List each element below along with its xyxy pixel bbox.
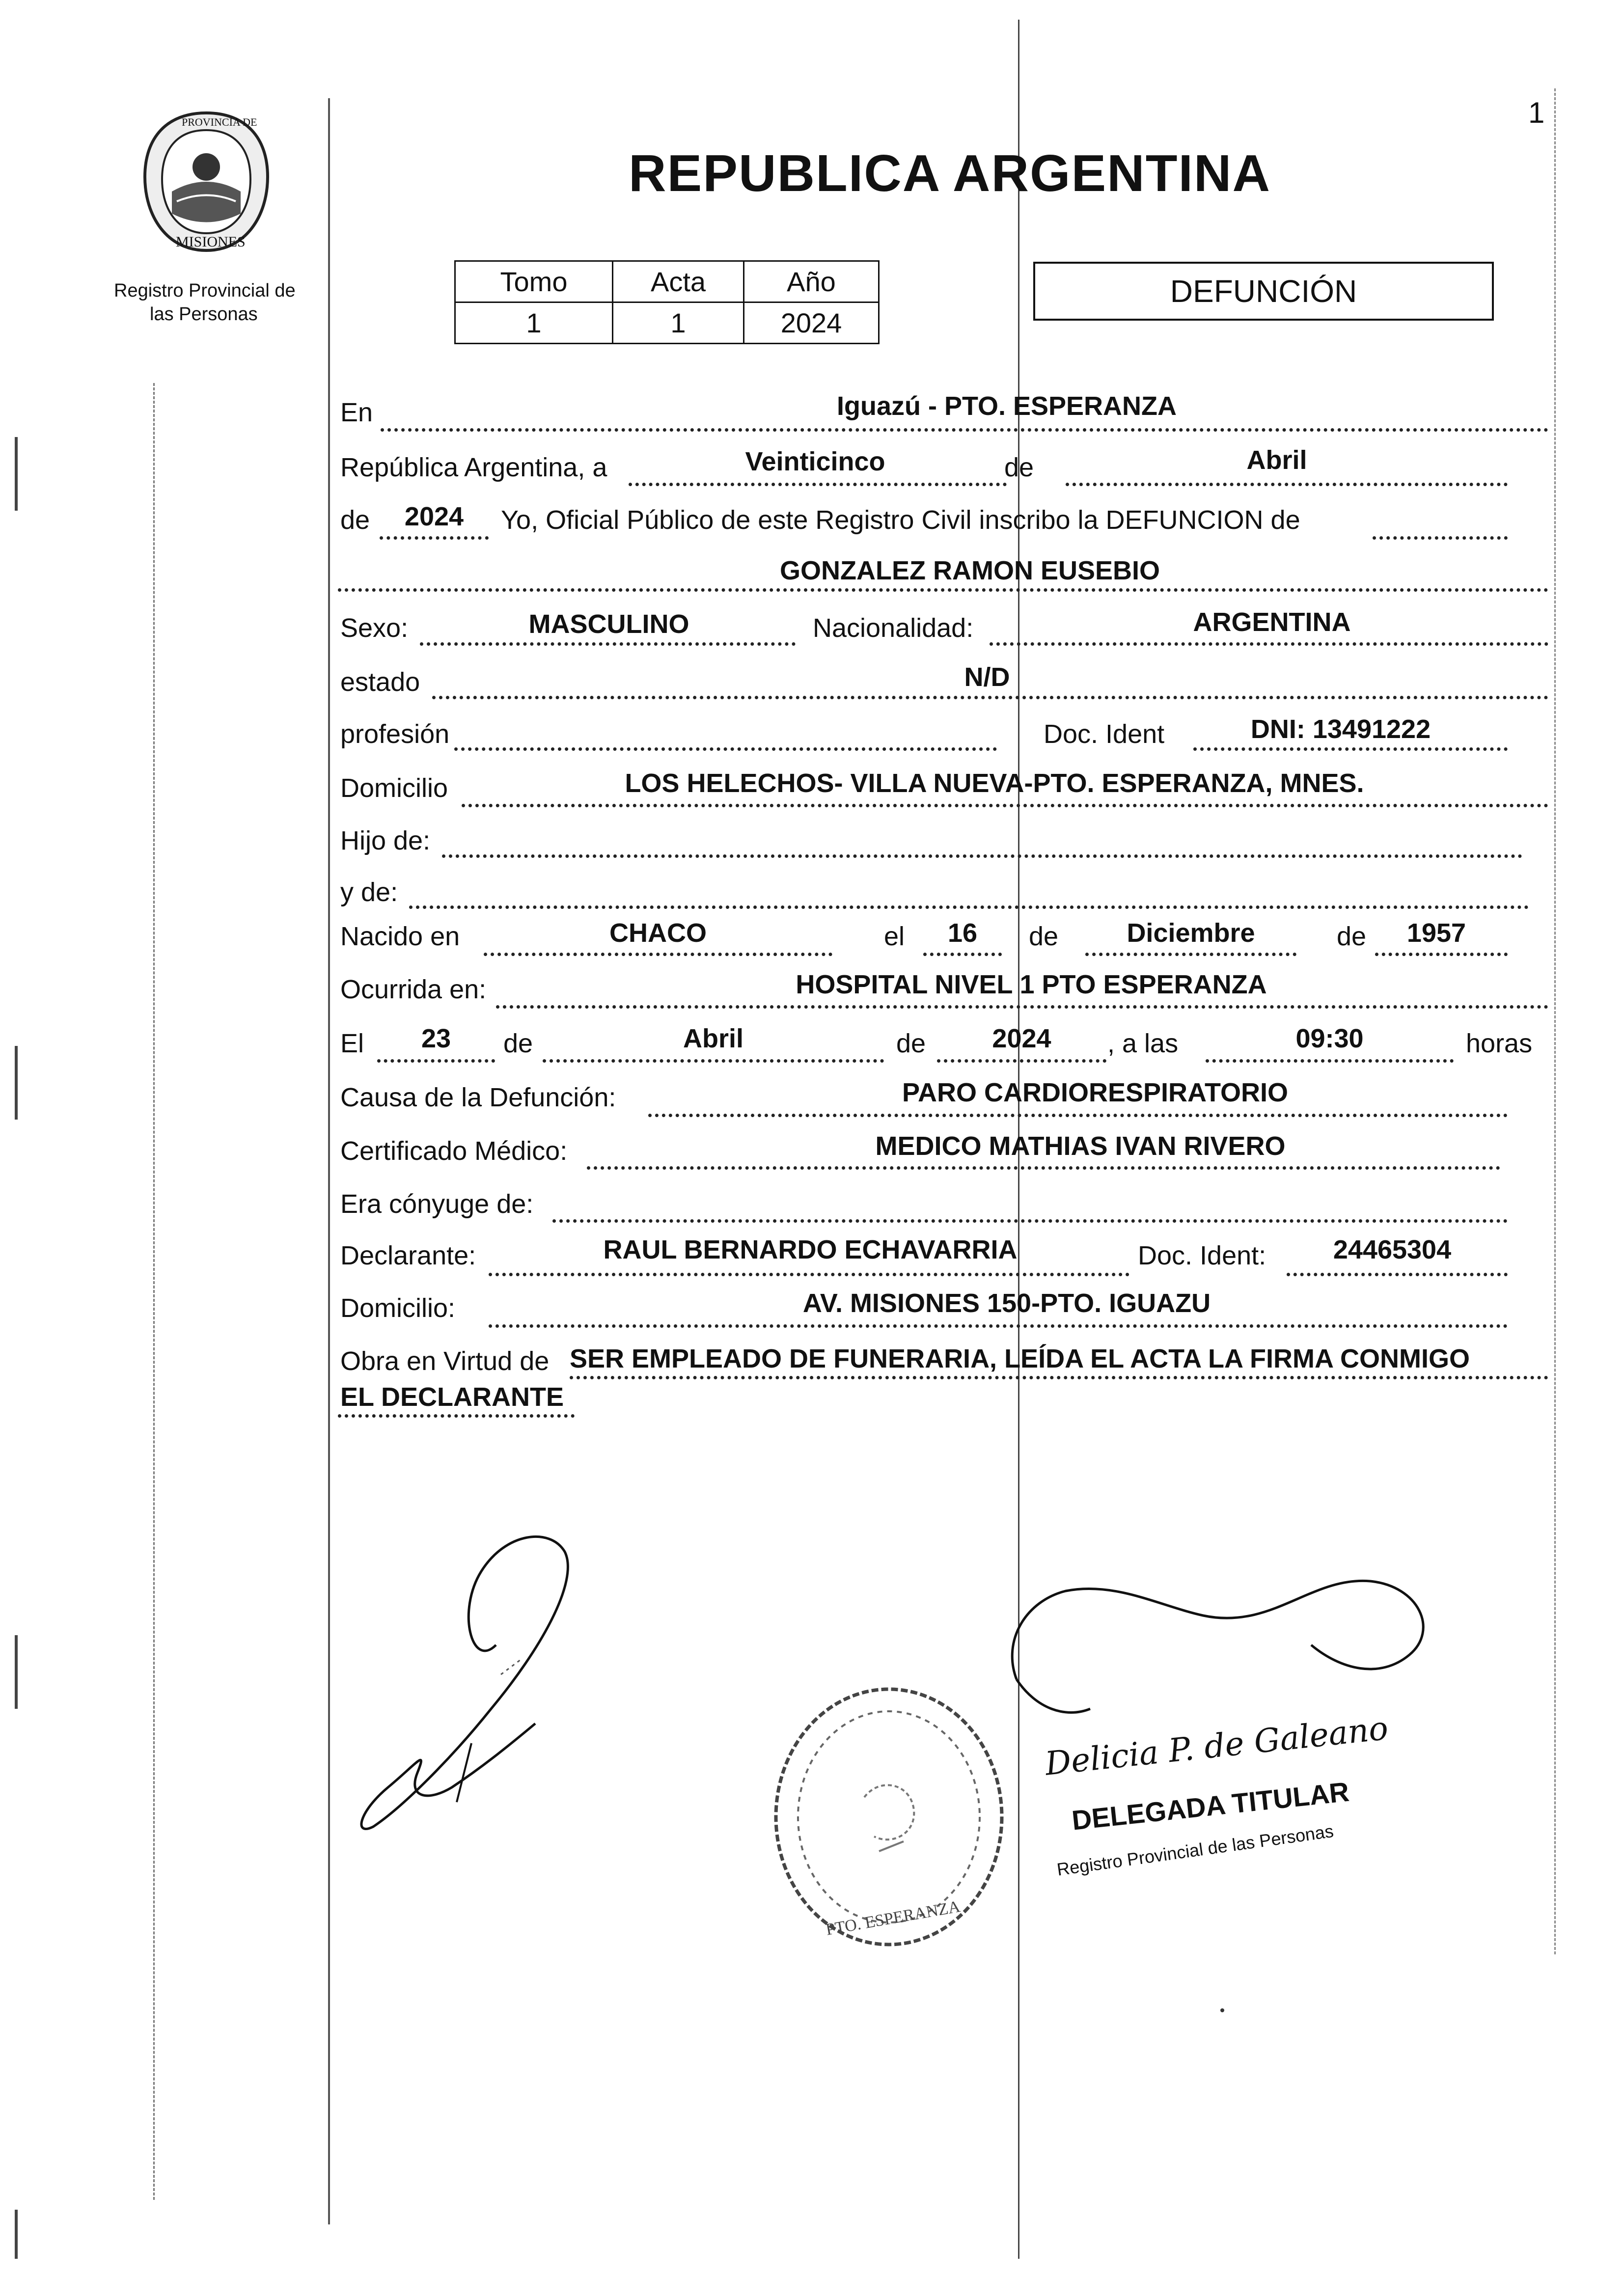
- death-time-dotted-line: [1206, 1059, 1454, 1063]
- oficial-text: Yo, Oficial Público de este Registro Civil inscribo la DEFUNCION de: [501, 505, 1300, 535]
- death-month-dotted-line: [543, 1059, 884, 1063]
- certificado-dotted-line: [587, 1166, 1500, 1170]
- domicilio-value: LOS HELECHOS- VILLA NUEVA-PTO. ESPERANZA, MNES.: [625, 768, 1364, 798]
- act-type-label: DEFUNCIÓN: [1170, 274, 1357, 309]
- margin-dashed-line: [153, 383, 155, 2200]
- year-dotted-line: [380, 536, 489, 540]
- death-time: 09:30: [1295, 1024, 1364, 1053]
- seal-text-top: PROVINCIA DE: [182, 116, 257, 128]
- ocurrida-value: HOSPITAL NIVEL 1 PTO ESPERANZA: [796, 970, 1267, 999]
- table-header-acta: Acta: [613, 261, 744, 302]
- doc-ident-value: DNI: 13491222: [1250, 714, 1431, 744]
- birth-de-label: de: [1029, 922, 1059, 951]
- sexo-value: MASCULINO: [528, 609, 689, 639]
- death-month: Abril: [683, 1024, 743, 1053]
- page-number: 1: [1528, 96, 1545, 129]
- estado-label: estado: [340, 667, 420, 697]
- doc-ident2-label: Doc. Ident:: [1138, 1241, 1266, 1270]
- certificado-label: Certificado Médico:: [340, 1136, 568, 1166]
- domicilio-label: Domicilio: [340, 773, 448, 803]
- death-day: 23: [421, 1024, 451, 1053]
- table-value-tomo: 1: [455, 302, 613, 344]
- nacido-label: Nacido en: [340, 922, 460, 951]
- month-value: Abril: [1246, 445, 1307, 475]
- alas-label: , a las: [1107, 1029, 1179, 1058]
- certificado-value: MEDICO MATHIAS IVAN RIVERO: [875, 1131, 1286, 1161]
- sexo-dotted-line: [420, 642, 796, 646]
- seal-text-bottom: MISIONES: [176, 234, 246, 250]
- month-dotted-line: [1066, 483, 1508, 486]
- causa-value: PARO CARDIORESPIRATORIO: [902, 1078, 1289, 1107]
- hijo-dotted-line: [442, 854, 1522, 858]
- right-border-line: [1554, 88, 1556, 1954]
- handwritten-signature-icon: [344, 1512, 619, 1846]
- death-day-dotted-line: [377, 1059, 495, 1063]
- official-org: Registro Provincial de las Personas: [1055, 1820, 1335, 1880]
- de-year-label: de: [340, 505, 370, 535]
- profesion-label: profesión: [340, 719, 450, 749]
- domicilio-dotted-line: [462, 804, 1548, 807]
- sexo-label: Sexo:: [340, 613, 409, 643]
- declarante-dotted-line: [489, 1273, 1129, 1276]
- left-border-line: [328, 98, 330, 2224]
- ocurrida-label: Ocurrida en:: [340, 975, 487, 1004]
- death-de-year-label: de: [896, 1029, 926, 1058]
- declarante-label: Declarante:: [340, 1241, 476, 1270]
- official-title: DELEGADA TITULAR: [1070, 1776, 1351, 1836]
- table-header-tomo: Tomo: [455, 261, 613, 302]
- year-value: 2024: [404, 502, 464, 531]
- deceased-name: GONZALEZ RAMON EUSEBIO: [779, 556, 1160, 585]
- republica-label: República Argentina, a: [340, 453, 607, 482]
- death-de-label: de: [503, 1029, 533, 1058]
- doc-ident2-dotted-line: [1287, 1273, 1508, 1276]
- nacido-value: CHACO: [609, 918, 707, 948]
- yde-dotted-line: [409, 905, 1529, 909]
- obra-dotted-line: [570, 1376, 1548, 1379]
- de-label: de: [1004, 453, 1034, 482]
- name-dotted-line: [338, 588, 1548, 592]
- day-value: Veinticinco: [745, 447, 885, 476]
- declarant-signature: [344, 1512, 619, 1846]
- page-title: REPUBLICA ARGENTINA: [629, 144, 1271, 202]
- registry-name-line1: Registro Provincial de: [114, 280, 296, 301]
- declarante-value: RAUL BERNARDO ECHAVARRIA: [603, 1235, 1018, 1264]
- nacionalidad-dotted-line: [990, 642, 1548, 646]
- birth-de-year-label: de: [1337, 922, 1367, 951]
- birth-year-dotted-line: [1375, 953, 1508, 956]
- provincial-seal: [138, 108, 275, 255]
- table-header-ano: Año: [744, 261, 879, 302]
- nacionalidad-label: Nacionalidad:: [813, 613, 974, 643]
- doc-ident-label: Doc. Ident: [1044, 719, 1165, 749]
- official-stamp: [766, 1679, 1012, 1954]
- domicilio2-label: Domicilio:: [340, 1293, 456, 1323]
- binder-mark: [15, 2210, 47, 2259]
- horas-label: horas: [1466, 1029, 1533, 1058]
- ocurrida-dotted-line: [496, 1005, 1548, 1009]
- causa-dotted-line: [648, 1114, 1508, 1117]
- registry-name-line2: las Personas: [150, 304, 258, 325]
- hijo-label: Hijo de:: [340, 826, 431, 855]
- act-type-box: [1033, 262, 1494, 321]
- en-dotted-line: [381, 428, 1548, 432]
- birth-day: 16: [947, 918, 978, 948]
- yde-label: y de:: [340, 877, 398, 907]
- obra-label: Obra en Virtud de: [340, 1346, 550, 1376]
- oficial-dotted-line: [1373, 536, 1508, 540]
- binder-mark: [15, 1635, 47, 1709]
- domicilio2-value: AV. MISIONES 150-PTO. IGUAZU: [802, 1288, 1211, 1318]
- en-label: En: [340, 398, 373, 427]
- registry-table: [454, 260, 880, 344]
- day-dotted-line: [629, 483, 1007, 486]
- obra-dotted-line-2: [338, 1414, 575, 1418]
- doc-ident2-value: 24465304: [1333, 1235, 1452, 1264]
- official-name: Delicia P. de Galeano: [1043, 1709, 1390, 1783]
- nacido-dotted-line: [484, 953, 832, 956]
- obra-value-line1: SER EMPLEADO DE FUNERARIA, LEÍDA EL ACTA LA FIRMA CONMIGO: [570, 1344, 1470, 1373]
- domicilio2-dotted-line: [489, 1324, 1508, 1328]
- birth-day-dotted-line: [923, 953, 1002, 956]
- profesion-dotted-line: [454, 747, 997, 751]
- causa-label: Causa de la Defunción:: [340, 1083, 616, 1112]
- el-label: el: [884, 922, 905, 951]
- estado-value: N/D: [964, 662, 1010, 692]
- El-label: El: [340, 1029, 364, 1058]
- table-value-ano: 2024: [744, 302, 879, 344]
- death-year: 2024: [992, 1024, 1051, 1053]
- birth-month: Diciembre: [1127, 918, 1255, 948]
- binder-mark: [15, 437, 47, 511]
- nacionalidad-value: ARGENTINA: [1193, 607, 1351, 637]
- binder-mark: [15, 1046, 47, 1120]
- doc-ident-dotted-line: [1193, 747, 1508, 751]
- estado-dotted-line: [432, 696, 1548, 699]
- obra-value-line2: EL DECLARANTE: [340, 1382, 564, 1412]
- stamp-text: PTO. ESPERANZA: [824, 1897, 962, 1939]
- table-value-acta: 1: [613, 302, 744, 344]
- en-value: Iguazú - PTO. ESPERANZA: [836, 391, 1177, 421]
- birth-year: 1957: [1406, 918, 1466, 948]
- conyuge-label: Era cónyuge de:: [340, 1189, 534, 1219]
- conyuge-dotted-line: [552, 1219, 1508, 1223]
- scan-dot: [1220, 2008, 1224, 2012]
- seal-emblem-icon: [138, 108, 275, 255]
- death-year-dotted-line: [937, 1059, 1106, 1063]
- birth-month-dotted-line: [1085, 953, 1296, 956]
